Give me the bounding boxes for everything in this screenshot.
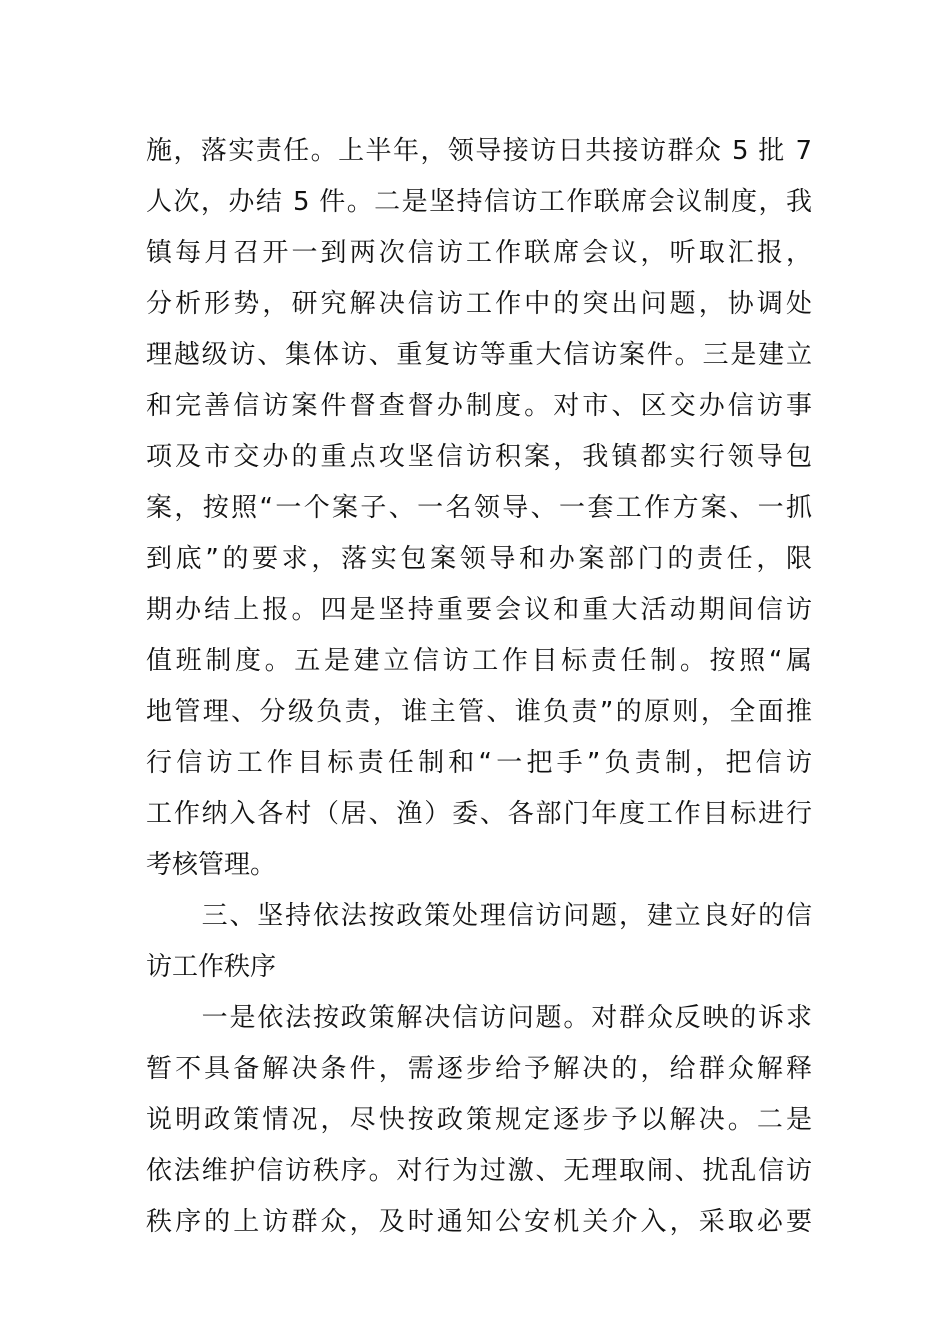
section-heading-line: 访工作秩序 [146,952,277,982]
document-body [146,126,812,1248]
text-line: 分析形势，研究解决信访工作中的突出问题，协调处 [146,289,812,319]
section-heading-line: 三、坚持依法按政策处理信访问题，建立良好的信 [146,901,812,931]
text-line: 施，落实责任。上半年，领导接访日共接访群众 5 批 7 [146,136,812,166]
text-line: 理越级访、集体访、重复访等重大信访案件。三是建立 [146,340,812,370]
text-line: 到底”的要求，落实包案领导和办案部门的责任，限 [146,544,812,574]
text-line: 和完善信访案件督查督办制度。对市、区交办信访事 [146,391,812,421]
text-line: 项及市交办的重点攻坚信访积案，我镇都实行领导包 [146,442,812,472]
text-line: 工作纳入各村（居、渔）委、各部门年度工作目标进行 [146,799,812,829]
text-line: 暂不具备解决条件，需逐步给予解决的，给群众解释 [146,1054,812,1084]
text-line: 案，按照“一个案子、一名领导、一套工作方案、一抓 [146,493,812,523]
text-line: 一是依法按政策解决信访问题。对群众反映的诉求 [146,1003,812,1033]
text-line: 秩序的上访群众，及时通知公安机关介入，采取必要 [146,1207,812,1237]
text-line: 依法维护信访秩序。对行为过激、无理取闹、扰乱信访 [146,1156,812,1186]
text-line: 地管理、分级负责，谁主管、谁负责”的原则，全面推 [146,697,812,727]
text-line: 人次，办结 5 件。二是坚持信访工作联席会议制度，我 [146,187,812,217]
text-line: 期办结上报。四是坚持重要会议和重大活动期间信访 [146,595,812,625]
text-line: 考核管理。 [146,850,277,880]
text-line: 值班制度。五是建立信访工作目标责任制。按照“属 [146,646,812,676]
text-line: 行信访工作目标责任制和“一把手”负责制，把信访 [146,748,812,778]
text-line: 说明政策情况，尽快按政策规定逐步予以解决。二是 [146,1105,812,1135]
text-line: 镇每月召开一到两次信访工作联席会议，听取汇报， [146,238,812,268]
